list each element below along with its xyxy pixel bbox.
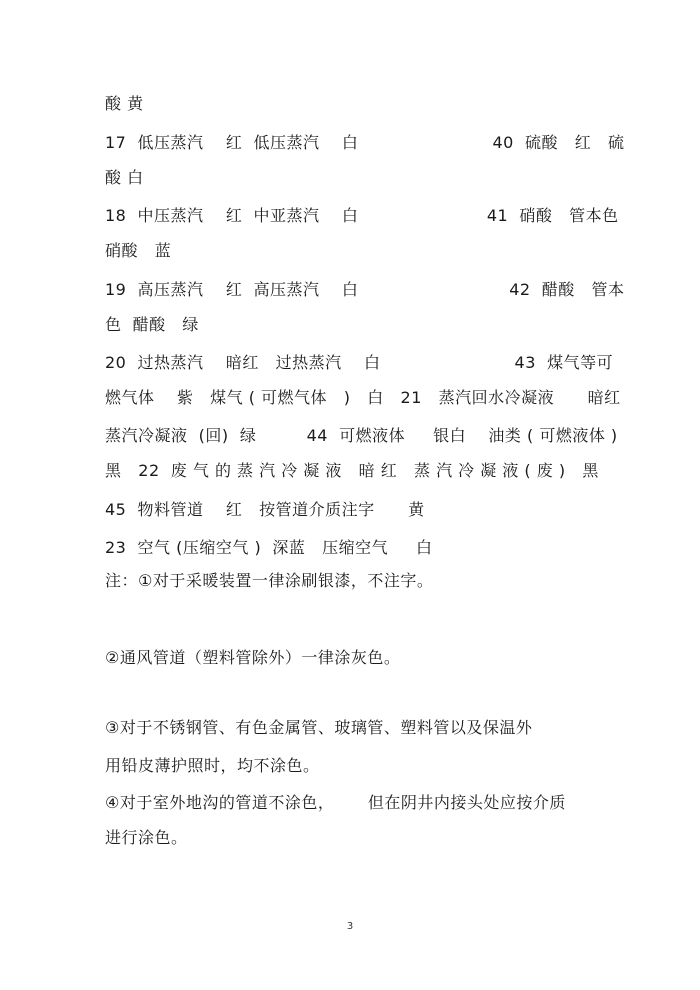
note-line: ③对于不锈钢管、有色金属管、玻璃管、塑料管以及保温外 xyxy=(105,718,533,737)
text-line: 燃气体 紫 煤气 ( 可燃气体 ) 白 21 蒸汽回水冷凝液 暗红 xyxy=(105,388,621,407)
note-line: 进行涂色。 xyxy=(105,828,188,847)
text-line: 黑 22 废 气 的 蒸 汽 冷 凝 液 暗 红 蒸 汽 冷 凝 液 ( 废 ) 黑 xyxy=(105,461,599,480)
text-line: 色 醋酸 绿 xyxy=(105,315,199,334)
note-line: ②通风管道（塑料管除外）一律涂灰色。 xyxy=(105,648,401,667)
text-line: 18 中压蒸汽 红 中亚蒸汽 白 41 硝酸 管本色 xyxy=(105,206,619,225)
text-line: 硝酸 蓝 xyxy=(105,241,172,260)
text-line: 酸 黄 xyxy=(105,94,144,113)
note-line: ④对于室外地沟的管道不涂色， 但在阴井内接头处应按介质 xyxy=(105,793,566,812)
text-line: 19 高压蒸汽 红 高压蒸汽 白 42 醋酸 管本 xyxy=(105,280,625,299)
page-number: 3 xyxy=(346,921,354,932)
text-line: 20 过热蒸汽 暗红 过热蒸汽 白 43 煤气等可 xyxy=(105,353,614,372)
text-line: 蒸汽冷凝液 (回) 绿 44 可燃液体 银白 油类 ( 可燃液体 ) xyxy=(105,426,618,445)
note-line: 用铅皮薄护照时，均不涂色。 xyxy=(105,756,320,775)
note-line: 注：①对于采暖装置一律涂刷银漆，不注字。 xyxy=(105,571,434,590)
text-line: 酸 白 xyxy=(105,168,144,187)
text-line: 23 空气 (压缩空气 ) 深蓝 压缩空气 白 xyxy=(105,538,433,557)
text-line: 17 低压蒸汽 红 低压蒸汽 白 40 硫酸 红 硫 xyxy=(105,133,625,152)
text-line: 45 物料管道 红 按管道介质注字 黄 xyxy=(105,500,425,519)
